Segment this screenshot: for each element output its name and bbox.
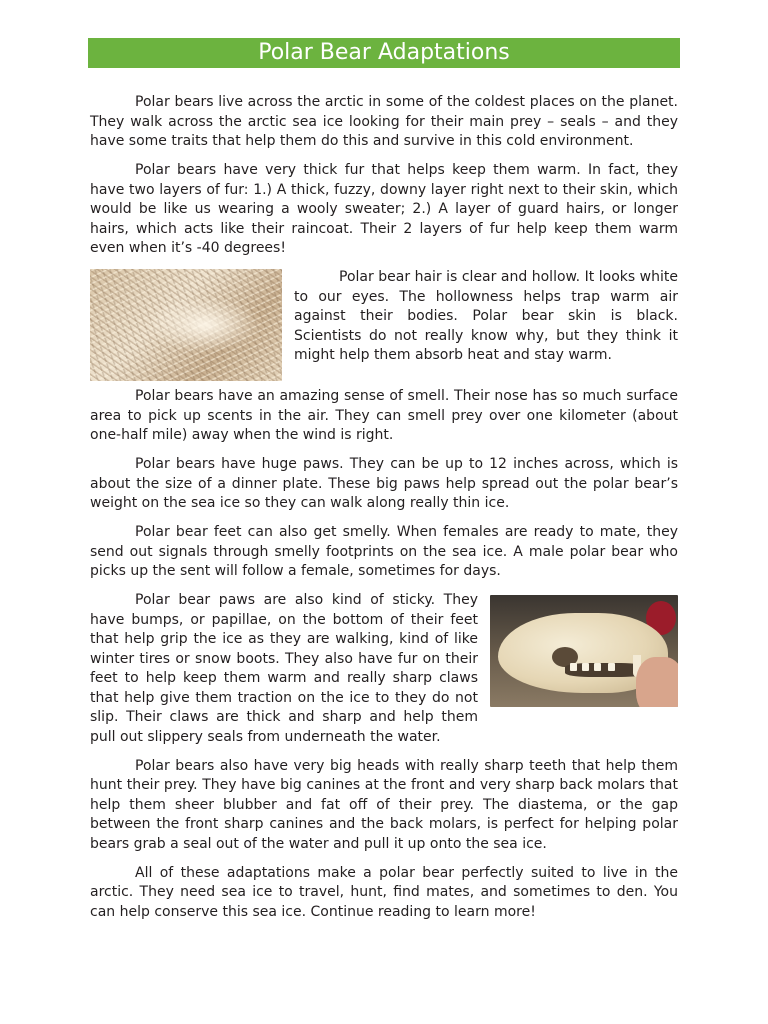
paragraph-paws: Polar bears have huge paws. They can be up to 12 inches across, which is about the size of a dinner plate. These big paws help spread out the polar bear’s weight on the sea ice so they can walk along really thin ice. bbox=[90, 456, 678, 511]
paragraph-sticky-paws-text: Polar bear paws are also kind of sticky. They have bumps, or papillae, on the bottom of their feet that help grip the ice as they are walking, kind of like winter tires or snow boots. They also have fur on their feet to help keep them warm and really sharp claws that help give them traction on the ice to they do not slip. Their claws are thick and sharp and help them pull out slippery seals from underneath the water. bbox=[90, 592, 478, 745]
skull-photo bbox=[490, 595, 678, 707]
paragraph-fur: Polar bears have very thick fur that helps keep them warm. In fact, they have two layers of fur: 1.) A thick, fuzzy, downy layer right next to their skin, which would be like us wearing a wooly sweater; 2.) A layer of guard hairs, or longer hairs, which acts like their raincoat. Their 2 layers of fur help keep them warm even when it’s -40 degrees! bbox=[90, 162, 678, 256]
paragraph-conclusion: All of these adaptations make a polar bear perfectly suited to live in the arctic. They need sea ice to travel, hunt, find mates, and sometimes to den. You can help conserve this sea ice. Continue reading to learn more! bbox=[90, 864, 678, 920]
paragraph-hair: Polar bear hair is clear and hollow. It looks white to our eyes. The hollowness helps trap warm air against their bodies. Polar bear skin is black. Scientists do not really know why, but they think it might help them absorb heat and stay warm. bbox=[294, 269, 678, 363]
fur-photo bbox=[90, 269, 282, 381]
paragraph-smell: Polar bears have an amazing sense of smell. Their nose has so much surface area to pick up scents in the air. They can smell prey over one kilometer (about one-half mile) away when the wind is right. bbox=[90, 388, 678, 443]
paragraph-intro: Polar bears live across the arctic in some of the coldest places on the planet. They walk across the arctic sea ice looking for their main prey – seals – and they have some traits that help them do this and survive in this cold environment. bbox=[90, 94, 678, 149]
paragraph-heads: Polar bears also have very big heads with really sharp teeth that help them hunt their prey. They have big canines at the front and very sharp back molars that help them sheer blubber and fat off of their prey. The diastema, or the gap between the front sharp canines and the back molars, is perfect for helping polar bears grab a seal out of the water and pull it up onto the sea ice. bbox=[90, 757, 678, 852]
article-body bbox=[90, 93, 678, 932]
paragraph-feet: Polar bear feet can also get smelly. When females are ready to mate, they send out signals through smelly footprints on the sea ice. A male polar bear who picks up the sent will follow a female, sometimes for days. bbox=[90, 524, 678, 579]
page-title: Polar Bear Adaptations bbox=[88, 38, 680, 68]
paragraph-sticky-paws bbox=[90, 591, 678, 747]
